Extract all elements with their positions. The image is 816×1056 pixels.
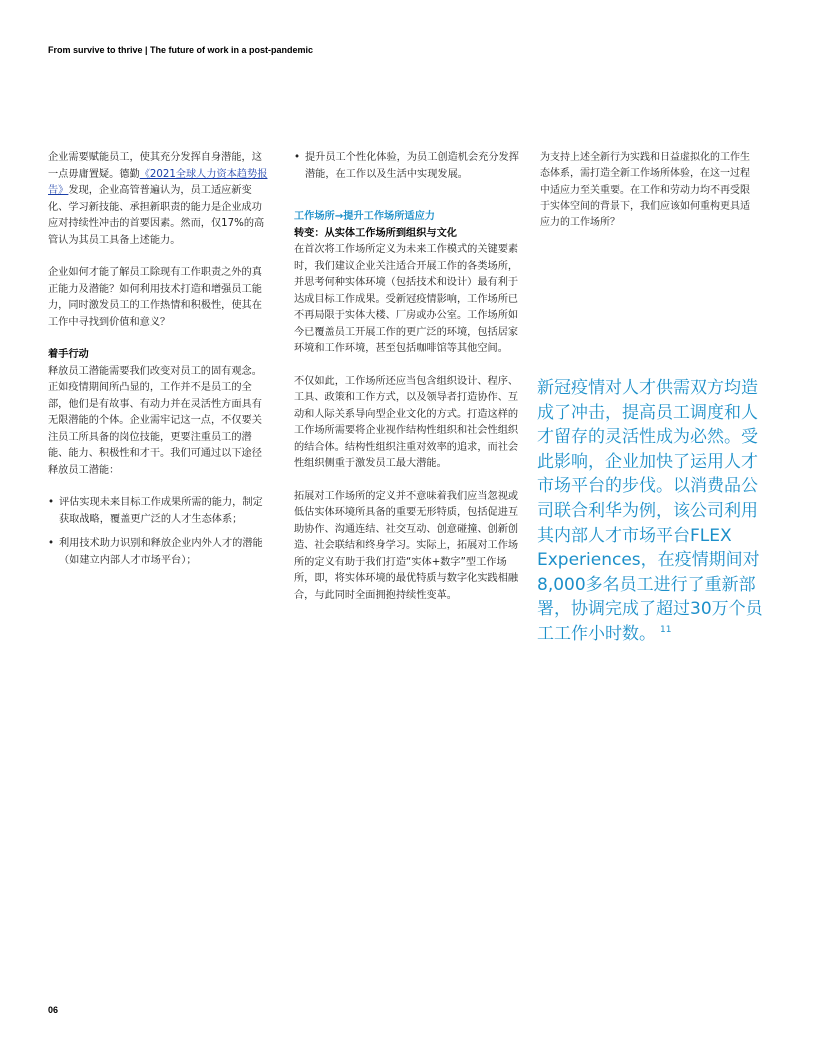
bullet-mark: • [294,152,301,163]
pull-quote-text: 新冠疫情对人才供需双方均造成了冲击，提高员工调度和人才留存的灵活性成为必然。受此影响，企业加快了运用人才市场平台的步伐。以消费品公司联合利华为例，该公司利用其内部人才市场平台FLEX Experiences，在疫情期间对8,000多名员工进行了重新部署，协调完成了超过30万个员工工作小时数。 [537,378,763,644]
paragraph-workplace-expansion: 拓展对工作场所的定义并不意味着我们应当忽视或低估实体环境所具备的重要无形特质，包括促进互助协作、沟通连结、社交互动、创意碰撞、创新创造、社会联结和终身学习。实际上，拓展对工作场所的定义有助于我们打造“实体+数字”型工作场所，即，将实体环境的最优特质与数字化实践相融合，与此同时全面拥抱持续性变革。 [294,490,519,601]
bullet-list [48,495,270,569]
paragraph-unlock-potential: 释放员工潜能需要我们改变对员工的固有观念。正如疫情期间所凸显的，工作并不是员工的全部，他们是有故事、有动力并在灵活性方面具有无限潜能的个体。企业需牢记这一点，不仅要关注员工所具备的岗位技能，更要注重员工的潜能、能力、积极性和才干。我们可通过以下途径释放员工潜能： [48,365,262,476]
pull-quote [537,376,769,647]
section-title: 工作场所→提升工作场所适应力 [294,211,435,222]
paragraph-questions: 企业如何才能了解员工除现有工作职责之外的真正能力及潜能？如何利用技术打造和增强员工能力，同时激发员工的工作热情和积极性，使其在工作中寻找到价值和意义？ [48,267,262,328]
list-item-text: 评估实现未来目标工作成果所需的能力，制定获取战略，覆盖更广泛的人才生态体系； [59,497,263,525]
report-link[interactable]: 《2021全球人力资本趋势报告》 [48,168,268,196]
list-item [48,536,270,569]
column-1 [48,150,270,585]
list-item-text: 利用技术助力识别和释放企业内外人才的潜能（如建立内部人才市场平台）； [59,538,263,566]
list-item [294,150,522,183]
bullet-mark: • [48,497,55,508]
paragraph-workplace-organization: 不仅如此，工作场所还应当包含组织设计、程序、工具、政策和工作方式，以及领导者打造协作、互动和人际关系导向型企业文化的方式。打造这样的工作场所需要将企业视作结构性组织和社会性组织的结合体。结构性组织注重对效率的追求，而社会性组织侧重于激发员工最大潜能。 [294,375,519,469]
running-header: From survive to thrive | The future of work in a post-pandemic [48,45,314,55]
column-3 [540,150,752,247]
bullet-mark: • [48,538,55,549]
paragraph-intro-text-continued: 发现，企业高管普遍认为，员工适应新变化、学习新技能、承担新职责的能力是企业成功应对持续性冲击的首要因素。然而，仅17%的高管认为其员工具备上述能力。 [48,185,265,246]
bullet-list [294,150,522,183]
column-2 [294,150,522,620]
paragraph-adaptability: 为支持上述全新行为实践和日益虚拟化的工作生态体系，需打造全新工作场所体验，在这一过程中适应力至关重要。在工作和劳动力均不再受限于实体空间的背景下，我们应该如何重构更具适应力的工作场所？ [540,152,750,229]
paragraph-intro [48,150,270,249]
footnote-reference: 11 [660,625,672,636]
page-number: 06 [48,1005,59,1015]
list-item [48,495,270,528]
paragraph-intro-text: 企业需要赋能员工，使其充分发挥自身潜能，这一点毋庸置疑。德勤 [48,152,262,180]
section-subtitle: 转变：从实体工作场所到组织与文化 [294,227,457,239]
paragraph-workplace-definition: 在首次将工作场所定义为未来工作模式的关键要素时，我们建议企业关注适合开展工作的各类场所，并思考何种实体环境（包括技术和设计）最有利于达成目标工作成果。受新冠疫情影响，工作场所已不再局限于实体大楼、厂房或办公室。工作场所如今已覆盖员工开展工作的更广泛的环境，包括居家环境和工作环境，甚至包括咖啡馆等其他空间。 [294,244,519,354]
subheading-get-started: 着手行动 [48,349,89,360]
list-item-text: 提升员工个性化体验，为员工创造机会充分发挥潜能，在工作以及生活中实现发展。 [305,152,519,180]
